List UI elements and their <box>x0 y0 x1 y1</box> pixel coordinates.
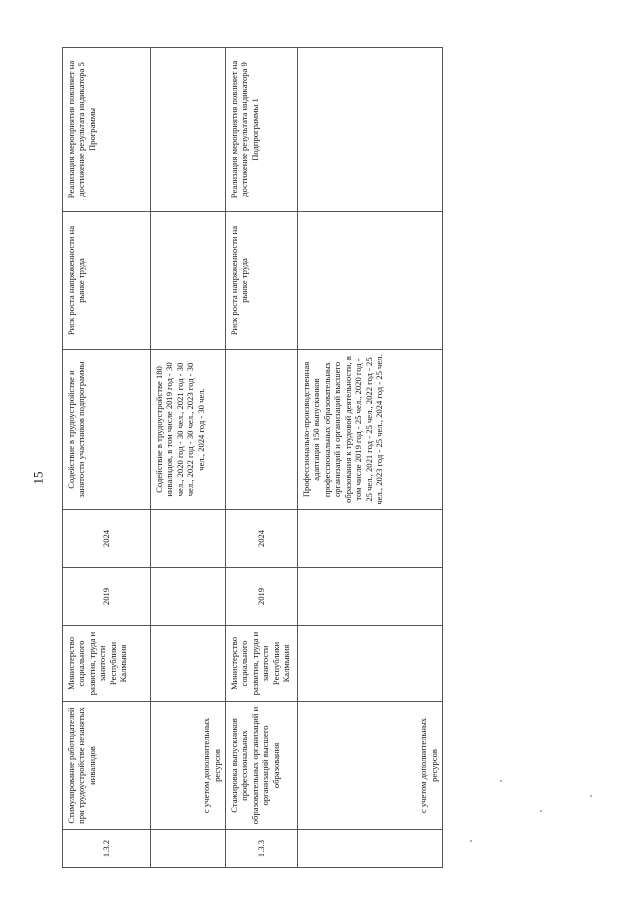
indicator-link: Реализация мероприятия повлияет на достижение результата индикатора 9 Подпрограммы 1 <box>226 48 298 212</box>
row-code-empty <box>298 830 443 868</box>
start-year: 2019 <box>63 568 151 626</box>
indicator-link-empty <box>298 48 443 212</box>
end-year-empty <box>298 510 443 568</box>
row-code-empty <box>151 830 226 868</box>
start-year-empty <box>298 568 443 626</box>
measure-name: с учетом дополнительных ресурсов <box>151 702 226 830</box>
expected-result: Содействие в трудоустройстве и занятости участников подпрограммы <box>63 350 151 510</box>
scan-speck <box>470 840 472 842</box>
executor-empty <box>151 626 226 702</box>
row-code: 1.3.2 <box>63 830 151 868</box>
table-row <box>151 48 226 868</box>
scan-speck <box>540 810 542 812</box>
indicator-link-empty <box>151 48 226 212</box>
table-row <box>63 48 151 868</box>
table-row <box>298 48 443 868</box>
rotated-table-frame <box>62 48 442 868</box>
end-year-empty <box>151 510 226 568</box>
measure-name: с учетом дополнительных ресурсов <box>298 702 443 830</box>
executor-empty <box>298 626 443 702</box>
scan-speck <box>590 795 592 797</box>
table-row <box>226 48 298 868</box>
executor: Министерство социального развития, труда и занятости Республики Калмыкия <box>63 626 151 702</box>
expected-result: Содействие в трудоустройстве 180 инвалидов, в том числе 2019 год - 30 чел., 2020 год - 30 чел., 2021 год - 30 чел., 2022 год - 30 чел., 2023 год - 30 чел., 2024 год - 30 чел. <box>151 350 226 510</box>
risk: Риск роста напряженности на рынке труда <box>63 212 151 350</box>
end-year: 2024 <box>63 510 151 568</box>
risk: Риск роста напряженности на рынке труда <box>226 212 298 350</box>
start-year: 2019 <box>226 568 298 626</box>
expected-result <box>226 350 298 510</box>
table-container <box>62 48 442 868</box>
program-measures-table <box>62 47 443 868</box>
start-year-empty <box>151 568 226 626</box>
page-number: 15 <box>30 471 46 485</box>
executor: Министерство социального развития, труда и занятости Республики Калмыкия <box>226 626 298 702</box>
end-year: 2024 <box>226 510 298 568</box>
scan-speck <box>500 780 502 782</box>
row-code: 1.3.3 <box>226 830 298 868</box>
expected-result: Профессионально-производственная адаптация 150 выпускников профессиональных образовательных организаций и организаций высшего образования к трудовой деятельности, в том числе 2019 год - 25 чел., 2020 год - 25 чел., 2021 год - 25 чел., 2022 год - 25 чел., 2023 год - 25 чел., 2024 год - 25 чел. <box>298 350 443 510</box>
indicator-link: Реализация мероприятия повлияет на достижение результата индикатора 5 Программы <box>63 48 151 212</box>
measure-name: Стажировка выпускников профессиональных образовательных организаций и организаций высшего образования <box>226 702 298 830</box>
risk-empty <box>298 212 443 350</box>
measure-name: Стимулирование работодателей при трудоустройстве незанятых инвалидов <box>63 702 151 830</box>
risk-empty <box>151 212 226 350</box>
